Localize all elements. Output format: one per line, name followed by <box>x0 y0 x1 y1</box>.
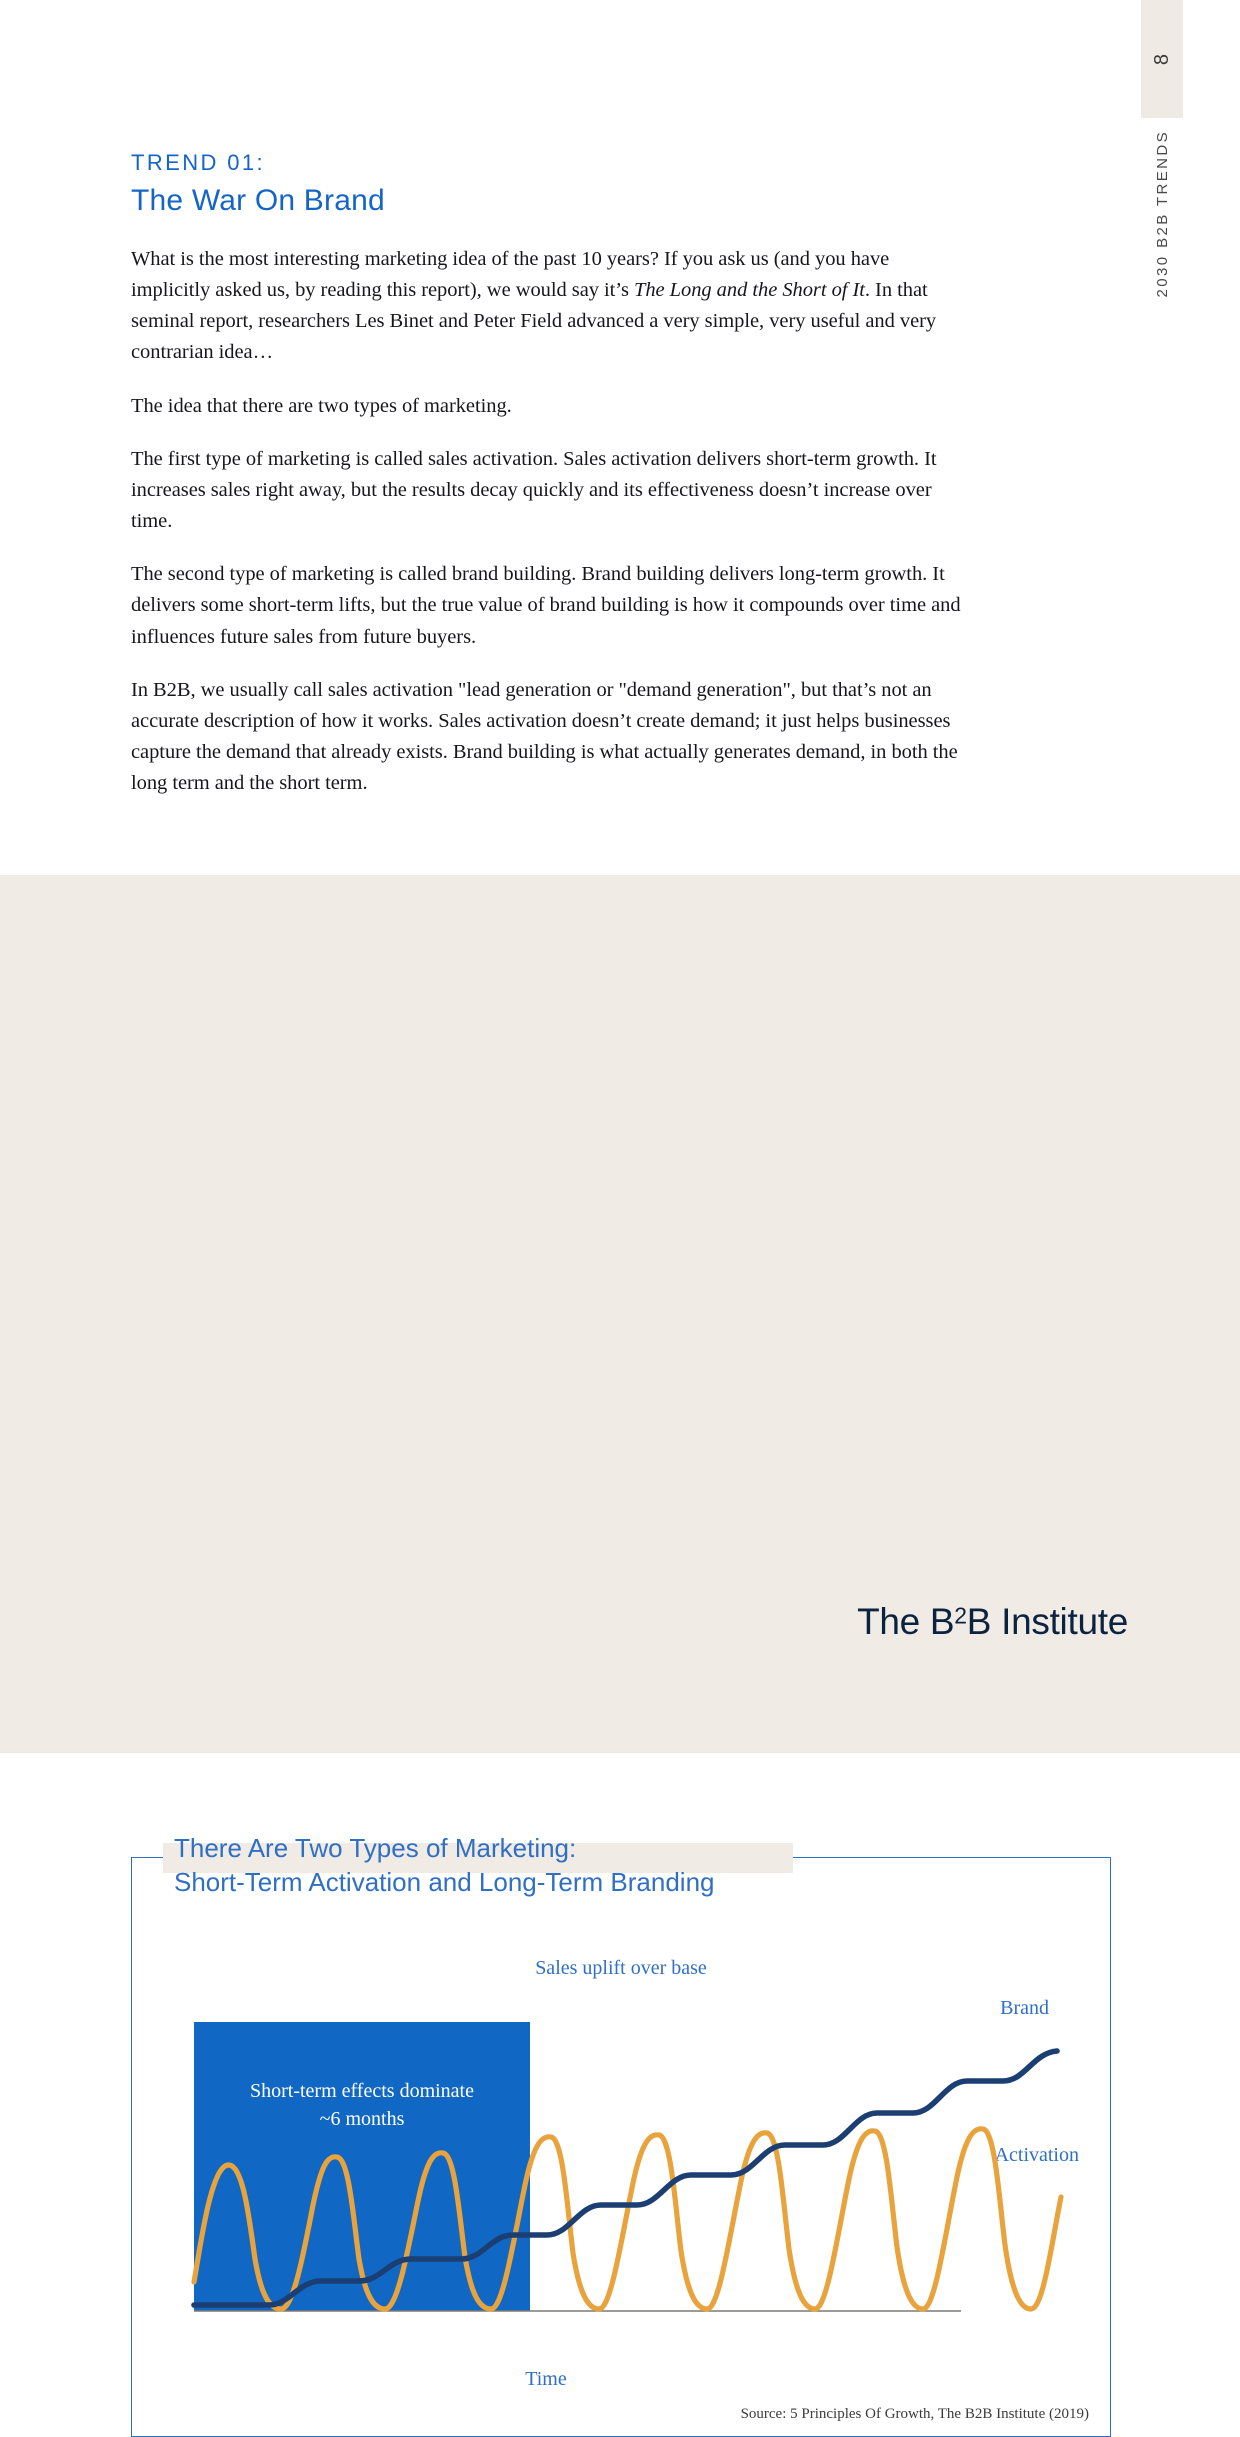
page-number <box>1141 0 1183 118</box>
page-title: The War On Brand <box>131 184 385 217</box>
page-number-text: 8 <box>1150 52 1173 66</box>
paragraph-1-lead: What is the most interesting marketing idea of the past 10 years? If you ask us (and you have implicitly asked us, by reading this report), we would say it’s <box>131 248 890 302</box>
trend-eyebrow: TREND 01: <box>131 150 266 175</box>
logo-superscript: 2 <box>954 1602 967 1629</box>
paragraph-5: In B2B, we usually call sales activation "lead generation or "demand generation", but that’s not an accurate description of how it works. Sales activation doesn’t create demand; it just helps businesses capture the demand that already exists. Brand building is what actually generates demand, in both the long term and the short term. <box>131 678 958 795</box>
chart-frame <box>131 1833 1111 2437</box>
legend-brand-label: Brand <box>1000 1997 1049 2019</box>
chart-x-axis-label: Time <box>525 2368 567 2390</box>
chart-plot <box>131 1857 1111 2437</box>
highlight-label-line-1: Short-term effects dominate <box>249 2080 474 2102</box>
legend-activation-label: Activation <box>994 2144 1079 2166</box>
chart-title-line-1: There Are Two Types of Marketing: <box>174 1833 577 1863</box>
chart-title-line-2: Short-Term Activation and Long-Term Branding <box>174 1867 715 1898</box>
paragraph-2: The idea that there are two types of marketing. <box>131 394 512 417</box>
report-rail-label <box>1141 130 1183 297</box>
brand-curve <box>194 2051 1057 2305</box>
b2b-institute-logo <box>857 1601 1128 1643</box>
paragraph-1 <box>131 244 961 369</box>
paragraph-1-tail: . In that seminal report, researchers Les Binet and Peter Field advanced a very simple, very useful and very contrarian idea… <box>131 279 937 364</box>
highlight-label-line-2: ~6 months <box>319 2108 405 2131</box>
chart-y-axis-label: Sales uplift over base <box>535 1957 707 1979</box>
report-rail-label-text: 2030 B2B TRENDS <box>1153 130 1171 298</box>
logo-tail: B Institute <box>966 1601 1128 1642</box>
report-title-italic: The Long and the Short of It <box>633 279 865 302</box>
article-body <box>131 150 961 821</box>
paragraph-4: The second type of marketing is called brand building. Brand building delivers long-term growth. It delivers some short-term lifts, but the true value of brand building is how it compounds over time and influences future sales from future buyers. <box>131 563 961 648</box>
paragraph-3: The first type of marketing is called sales activation. Sales activation delivers short-term growth. It increases sales right away, but the results decay quickly and its effectiveness doesn’t increase over time. <box>131 447 937 533</box>
logo-main: The B <box>857 1601 955 1642</box>
chart-source-note: Source: 5 Principles Of Growth, The B2B Institute (2019) <box>740 2406 1089 2422</box>
